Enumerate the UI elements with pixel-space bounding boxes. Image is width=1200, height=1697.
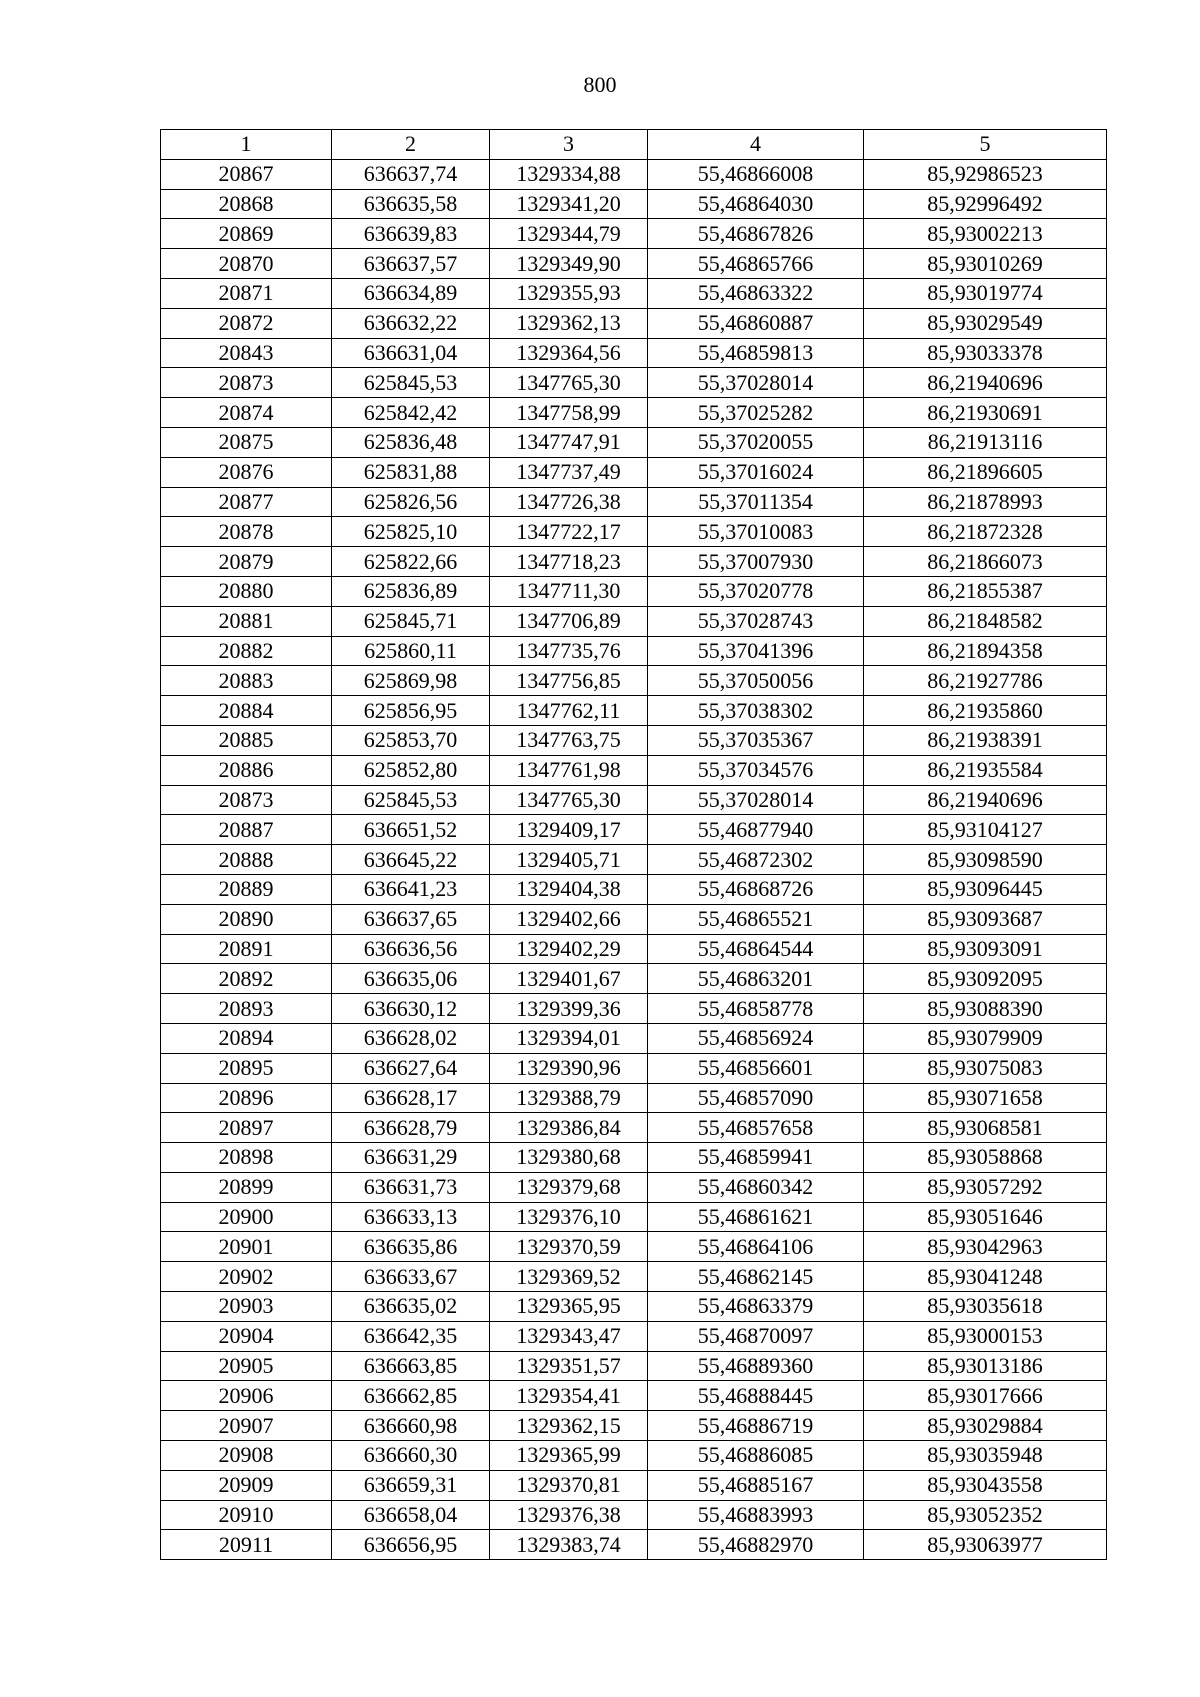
- table-row: [161, 666, 1107, 696]
- table-cell-col-1: 20898: [161, 1143, 332, 1173]
- table-cell-col-1: 20888: [161, 845, 332, 875]
- table-cell-col-1: 20877: [161, 487, 332, 517]
- table-cell-col-5: 85,93092095: [864, 964, 1107, 994]
- table-cell-col-4: 55,37011354: [648, 487, 864, 517]
- table-cell-col-5: 85,93093091: [864, 934, 1107, 964]
- table-cell-col-2: 636642,35: [332, 1321, 490, 1351]
- table-cell-col-5: 86,21848582: [864, 606, 1107, 636]
- table-cell-col-5: 85,93058868: [864, 1143, 1107, 1173]
- table-cell-col-1: 20886: [161, 755, 332, 785]
- table-cell-col-4: 55,37050056: [648, 666, 864, 696]
- table-cell-col-5: 86,21855387: [864, 576, 1107, 606]
- table-row: [161, 1143, 1107, 1173]
- column-header-2: 2: [332, 130, 490, 160]
- table-cell-col-1: 20883: [161, 666, 332, 696]
- table-cell-col-4: 55,37010083: [648, 517, 864, 547]
- table-cell-col-4: 55,37007930: [648, 547, 864, 577]
- table-cell-col-5: 86,21930691: [864, 398, 1107, 428]
- table-cell-col-2: 636627,64: [332, 1053, 490, 1083]
- table-cell-col-3: 1329365,99: [490, 1441, 648, 1471]
- table-cell-col-1: 20874: [161, 398, 332, 428]
- table-row: [161, 1500, 1107, 1530]
- table-cell-col-1: 20879: [161, 547, 332, 577]
- table-cell-col-5: 85,93019774: [864, 278, 1107, 308]
- table-cell-col-5: 85,93068581: [864, 1113, 1107, 1143]
- table-cell-col-2: 625826,56: [332, 487, 490, 517]
- table-cell-col-1: 20884: [161, 696, 332, 726]
- table-row: [161, 1441, 1107, 1471]
- table-cell-col-1: 20895: [161, 1053, 332, 1083]
- table-cell-col-1: 20868: [161, 189, 332, 219]
- table-cell-col-2: 625845,53: [332, 785, 490, 815]
- table-cell-col-4: 55,46865766: [648, 249, 864, 279]
- table-cell-col-4: 55,46863379: [648, 1292, 864, 1322]
- table-cell-col-1: 20882: [161, 636, 332, 666]
- table-cell-col-3: 1347762,11: [490, 696, 648, 726]
- table-cell-col-2: 636630,12: [332, 994, 490, 1024]
- table-cell-col-4: 55,46856601: [648, 1053, 864, 1083]
- table-cell-col-2: 625856,95: [332, 696, 490, 726]
- table-cell-col-4: 55,46861621: [648, 1202, 864, 1232]
- table-row: [161, 278, 1107, 308]
- table-row: [161, 1321, 1107, 1351]
- table-cell-col-5: 85,93029549: [864, 308, 1107, 338]
- table-row: [161, 1411, 1107, 1441]
- table-cell-col-4: 55,37034576: [648, 755, 864, 785]
- table-cell-col-4: 55,46882970: [648, 1530, 864, 1560]
- table-cell-col-4: 55,37035367: [648, 725, 864, 755]
- table-cell-col-1: 20899: [161, 1172, 332, 1202]
- table-row: [161, 815, 1107, 845]
- table-cell-col-4: 55,37028743: [648, 606, 864, 636]
- table-cell-col-4: 55,46886085: [648, 1441, 864, 1471]
- table-cell-col-5: 85,93104127: [864, 815, 1107, 845]
- table-cell-col-4: 55,46860887: [648, 308, 864, 338]
- table-cell-col-2: 636639,83: [332, 219, 490, 249]
- table-cell-col-3: 1329349,90: [490, 249, 648, 279]
- table-cell-col-3: 1329388,79: [490, 1083, 648, 1113]
- table-cell-col-2: 636632,22: [332, 308, 490, 338]
- table-cell-col-1: 20885: [161, 725, 332, 755]
- table-cell-col-3: 1329341,20: [490, 189, 648, 219]
- table-cell-col-5: 85,93093687: [864, 904, 1107, 934]
- table-cell-col-3: 1329399,36: [490, 994, 648, 1024]
- table-cell-col-2: 636637,65: [332, 904, 490, 934]
- table-cell-col-4: 55,37020055: [648, 427, 864, 457]
- table-cell-col-2: 636635,86: [332, 1232, 490, 1262]
- table-cell-col-2: 625831,88: [332, 457, 490, 487]
- table-row: [161, 1023, 1107, 1053]
- table-cell-col-2: 636633,13: [332, 1202, 490, 1232]
- table-cell-col-5: 86,21872328: [864, 517, 1107, 547]
- table-cell-col-2: 625860,11: [332, 636, 490, 666]
- table-row: [161, 219, 1107, 249]
- table-row: [161, 755, 1107, 785]
- table-cell-col-4: 55,46872302: [648, 845, 864, 875]
- table-cell-col-2: 636660,30: [332, 1441, 490, 1471]
- table-row: [161, 1202, 1107, 1232]
- table-row: [161, 994, 1107, 1024]
- table-cell-col-2: 636637,74: [332, 159, 490, 189]
- table-cell-col-4: 55,46859941: [648, 1143, 864, 1173]
- table-cell-col-3: 1347756,85: [490, 666, 648, 696]
- column-header-3: 3: [490, 130, 648, 160]
- table-cell-col-5: 86,21913116: [864, 427, 1107, 457]
- table-cell-col-5: 85,92986523: [864, 159, 1107, 189]
- table-cell-col-5: 85,92996492: [864, 189, 1107, 219]
- table-row: [161, 517, 1107, 547]
- table-cell-col-2: 636645,22: [332, 845, 490, 875]
- table-cell-col-4: 55,46866008: [648, 159, 864, 189]
- table-row: [161, 725, 1107, 755]
- table-cell-col-1: 20892: [161, 964, 332, 994]
- table-cell-col-5: 85,93033378: [864, 338, 1107, 368]
- table-cell-col-3: 1329405,71: [490, 845, 648, 875]
- table-cell-col-2: 625822,66: [332, 547, 490, 577]
- table-cell-col-2: 625852,80: [332, 755, 490, 785]
- table-row: [161, 934, 1107, 964]
- table-cell-col-5: 86,21894358: [864, 636, 1107, 666]
- table-row: [161, 1292, 1107, 1322]
- table-cell-col-4: 55,46883993: [648, 1500, 864, 1530]
- table-cell-col-5: 85,93013186: [864, 1351, 1107, 1381]
- table-cell-col-4: 55,37038302: [648, 696, 864, 726]
- table-row: [161, 159, 1107, 189]
- table-cell-col-3: 1329354,41: [490, 1381, 648, 1411]
- table-cell-col-3: 1329362,13: [490, 308, 648, 338]
- table-cell-col-5: 86,21878993: [864, 487, 1107, 517]
- table-cell-col-4: 55,46859813: [648, 338, 864, 368]
- table-row: [161, 785, 1107, 815]
- table-cell-col-2: 625869,98: [332, 666, 490, 696]
- table-cell-col-3: 1329355,93: [490, 278, 648, 308]
- table-cell-col-5: 85,93088390: [864, 994, 1107, 1024]
- table-cell-col-3: 1329402,66: [490, 904, 648, 934]
- table-cell-col-5: 85,93002213: [864, 219, 1107, 249]
- table-cell-col-2: 625836,89: [332, 576, 490, 606]
- table-cell-col-4: 55,37041396: [648, 636, 864, 666]
- table-row: [161, 576, 1107, 606]
- table-row: [161, 427, 1107, 457]
- table-cell-col-4: 55,46857090: [648, 1083, 864, 1113]
- table-row: [161, 1262, 1107, 1292]
- table-cell-col-1: 20873: [161, 785, 332, 815]
- table-cell-col-3: 1329379,68: [490, 1172, 648, 1202]
- table-row: [161, 338, 1107, 368]
- table-cell-col-1: 20890: [161, 904, 332, 934]
- table-cell-col-1: 20843: [161, 338, 332, 368]
- table-cell-col-4: 55,37028014: [648, 785, 864, 815]
- table-cell-col-5: 85,93057292: [864, 1172, 1107, 1202]
- table-cell-col-1: 20878: [161, 517, 332, 547]
- table-cell-col-3: 1329409,17: [490, 815, 648, 845]
- table-cell-col-4: 55,46864544: [648, 934, 864, 964]
- table-row: [161, 1172, 1107, 1202]
- table-cell-col-1: 20911: [161, 1530, 332, 1560]
- table-row: [161, 1083, 1107, 1113]
- table-cell-col-4: 55,46857658: [648, 1113, 864, 1143]
- table-cell-col-4: 55,46863201: [648, 964, 864, 994]
- table-cell-col-2: 636634,89: [332, 278, 490, 308]
- table-cell-col-1: 20907: [161, 1411, 332, 1441]
- table-cell-col-1: 20875: [161, 427, 332, 457]
- table-cell-col-1: 20873: [161, 368, 332, 398]
- table-row: [161, 457, 1107, 487]
- table-cell-col-1: 20871: [161, 278, 332, 308]
- table-cell-col-2: 636637,57: [332, 249, 490, 279]
- table-row: [161, 308, 1107, 338]
- table-cell-col-4: 55,46870097: [648, 1321, 864, 1351]
- table-cell-col-3: 1347765,30: [490, 368, 648, 398]
- table-cell-col-3: 1347718,23: [490, 547, 648, 577]
- table-cell-col-2: 636628,79: [332, 1113, 490, 1143]
- table-cell-col-3: 1347761,98: [490, 755, 648, 785]
- table-cell-col-1: 20893: [161, 994, 332, 1024]
- table-cell-col-5: 85,93075083: [864, 1053, 1107, 1083]
- table-row: [161, 606, 1107, 636]
- column-header-4: 4: [648, 130, 864, 160]
- table-cell-col-4: 55,37028014: [648, 368, 864, 398]
- table-cell-col-5: 85,93043558: [864, 1470, 1107, 1500]
- table-cell-col-1: 20889: [161, 874, 332, 904]
- table-cell-col-1: 20900: [161, 1202, 332, 1232]
- table-cell-col-2: 636635,02: [332, 1292, 490, 1322]
- table-cell-col-3: 1329364,56: [490, 338, 648, 368]
- table-cell-col-1: 20880: [161, 576, 332, 606]
- table-cell-col-1: 20904: [161, 1321, 332, 1351]
- table-cell-col-5: 86,21938391: [864, 725, 1107, 755]
- table-cell-col-2: 636635,06: [332, 964, 490, 994]
- table-cell-col-3: 1329386,84: [490, 1113, 648, 1143]
- table-cell-col-3: 1329334,88: [490, 159, 648, 189]
- table-cell-col-2: 636658,04: [332, 1500, 490, 1530]
- table-cell-col-3: 1329376,10: [490, 1202, 648, 1232]
- table-cell-col-4: 55,46864030: [648, 189, 864, 219]
- table-cell-col-1: 20909: [161, 1470, 332, 1500]
- table-row: [161, 368, 1107, 398]
- table-cell-col-2: 636631,29: [332, 1143, 490, 1173]
- table-cell-col-3: 1347765,30: [490, 785, 648, 815]
- table-row: [161, 874, 1107, 904]
- table-cell-col-3: 1347706,89: [490, 606, 648, 636]
- table-cell-col-5: 85,93051646: [864, 1202, 1107, 1232]
- table-cell-col-3: 1329365,95: [490, 1292, 648, 1322]
- table-row: [161, 636, 1107, 666]
- table-cell-col-1: 20872: [161, 308, 332, 338]
- table-cell-col-1: 20867: [161, 159, 332, 189]
- table-row: [161, 1381, 1107, 1411]
- table-cell-col-2: 636628,17: [332, 1083, 490, 1113]
- table-cell-col-3: 1329404,38: [490, 874, 648, 904]
- table-cell-col-1: 20910: [161, 1500, 332, 1530]
- table-cell-col-2: 625842,42: [332, 398, 490, 428]
- table-cell-col-2: 636635,58: [332, 189, 490, 219]
- table-cell-col-5: 85,93096445: [864, 874, 1107, 904]
- table-cell-col-1: 20906: [161, 1381, 332, 1411]
- table-cell-col-4: 55,46886719: [648, 1411, 864, 1441]
- table-cell-col-4: 55,46889360: [648, 1351, 864, 1381]
- table-cell-col-4: 55,46860342: [648, 1172, 864, 1202]
- table-cell-col-4: 55,46865521: [648, 904, 864, 934]
- table-cell-col-3: 1329369,52: [490, 1262, 648, 1292]
- table-cell-col-3: 1329376,38: [490, 1500, 648, 1530]
- table-cell-col-1: 20869: [161, 219, 332, 249]
- table-cell-col-5: 86,21940696: [864, 785, 1107, 815]
- table-cell-col-3: 1347763,75: [490, 725, 648, 755]
- table-row: [161, 249, 1107, 279]
- table-cell-col-3: 1347722,17: [490, 517, 648, 547]
- table-cell-col-1: 20894: [161, 1023, 332, 1053]
- table-cell-col-2: 625845,71: [332, 606, 490, 636]
- table-row: [161, 1530, 1107, 1560]
- table-cell-col-3: 1329394,01: [490, 1023, 648, 1053]
- table-cell-col-1: 20876: [161, 457, 332, 487]
- table-cell-col-2: 636636,56: [332, 934, 490, 964]
- table-header: [161, 130, 1107, 160]
- table-row: [161, 904, 1107, 934]
- table-cell-col-5: 86,21935860: [864, 696, 1107, 726]
- table-cell-col-5: 85,93063977: [864, 1530, 1107, 1560]
- table-cell-col-5: 85,93041248: [864, 1262, 1107, 1292]
- table-cell-col-5: 85,93035618: [864, 1292, 1107, 1322]
- table-cell-col-1: 20896: [161, 1083, 332, 1113]
- table-cell-col-3: 1329380,68: [490, 1143, 648, 1173]
- table-cell-col-5: 85,93000153: [864, 1321, 1107, 1351]
- table-cell-col-4: 55,46864106: [648, 1232, 864, 1262]
- table-cell-col-3: 1329390,96: [490, 1053, 648, 1083]
- table-cell-col-3: 1329351,57: [490, 1351, 648, 1381]
- table-row: [161, 1232, 1107, 1262]
- table-row: [161, 696, 1107, 726]
- table-cell-col-3: 1347737,49: [490, 457, 648, 487]
- table-cell-col-5: 85,93035948: [864, 1441, 1107, 1471]
- header-row: [161, 130, 1107, 160]
- table-cell-col-4: 55,46856924: [648, 1023, 864, 1053]
- table-cell-col-2: 636663,85: [332, 1351, 490, 1381]
- coordinates-table: [160, 129, 1107, 1560]
- table-cell-col-5: 85,93071658: [864, 1083, 1107, 1113]
- table-cell-col-4: 55,46888445: [648, 1381, 864, 1411]
- table-cell-col-3: 1329370,81: [490, 1470, 648, 1500]
- table-cell-col-4: 55,46858778: [648, 994, 864, 1024]
- table-cell-col-2: 636631,73: [332, 1172, 490, 1202]
- table-row: [161, 547, 1107, 577]
- table-cell-col-1: 20870: [161, 249, 332, 279]
- table-cell-col-2: 625825,10: [332, 517, 490, 547]
- table-cell-col-4: 55,46885167: [648, 1470, 864, 1500]
- table-cell-col-5: 85,93042963: [864, 1232, 1107, 1262]
- table-cell-col-3: 1329343,47: [490, 1321, 648, 1351]
- table-cell-col-5: 86,21940696: [864, 368, 1107, 398]
- table-cell-col-2: 636659,31: [332, 1470, 490, 1500]
- table-cell-col-1: 20903: [161, 1292, 332, 1322]
- table-cell-col-2: 625845,53: [332, 368, 490, 398]
- table-cell-col-2: 636633,67: [332, 1262, 490, 1292]
- table-cell-col-1: 20901: [161, 1232, 332, 1262]
- table-row: [161, 1113, 1107, 1143]
- table-body: [161, 159, 1107, 1559]
- table-cell-col-4: 55,46877940: [648, 815, 864, 845]
- table-cell-col-3: 1329344,79: [490, 219, 648, 249]
- table-cell-col-4: 55,46863322: [648, 278, 864, 308]
- column-header-5: 5: [864, 130, 1107, 160]
- table-row: [161, 487, 1107, 517]
- table-cell-col-3: 1347758,99: [490, 398, 648, 428]
- table-cell-col-4: 55,37025282: [648, 398, 864, 428]
- page-number: 800: [583, 72, 617, 97]
- table-cell-col-2: 636628,02: [332, 1023, 490, 1053]
- table-cell-col-3: 1329370,59: [490, 1232, 648, 1262]
- table-row: [161, 398, 1107, 428]
- table-cell-col-3: 1329401,67: [490, 964, 648, 994]
- table-cell-col-3: 1347711,30: [490, 576, 648, 606]
- table-cell-col-5: 85,93010269: [864, 249, 1107, 279]
- table-cell-col-1: 20881: [161, 606, 332, 636]
- table-cell-col-3: 1329383,74: [490, 1530, 648, 1560]
- table-cell-col-5: 85,93052352: [864, 1500, 1107, 1530]
- table-cell-col-5: 86,21935584: [864, 755, 1107, 785]
- table-cell-col-3: 1347726,38: [490, 487, 648, 517]
- table-cell-col-4: 55,46862145: [648, 1262, 864, 1292]
- table-cell-col-4: 55,46867826: [648, 219, 864, 249]
- table-row: [161, 845, 1107, 875]
- table-cell-col-1: 20902: [161, 1262, 332, 1292]
- table-cell-col-5: 85,93079909: [864, 1023, 1107, 1053]
- table-cell-col-2: 636651,52: [332, 815, 490, 845]
- table-cell-col-4: 55,37016024: [648, 457, 864, 487]
- table-cell-col-5: 85,93029884: [864, 1411, 1107, 1441]
- table-cell-col-2: 636656,95: [332, 1530, 490, 1560]
- table-cell-col-3: 1347747,91: [490, 427, 648, 457]
- table-cell-col-4: 55,46868726: [648, 874, 864, 904]
- table-cell-col-4: 55,37020778: [648, 576, 864, 606]
- table-cell-col-3: 1329362,15: [490, 1411, 648, 1441]
- table-cell-col-2: 636662,85: [332, 1381, 490, 1411]
- table-cell-col-2: 625836,48: [332, 427, 490, 457]
- table-cell-col-5: 86,21896605: [864, 457, 1107, 487]
- table-cell-col-2: 636631,04: [332, 338, 490, 368]
- column-header-1: 1: [161, 130, 332, 160]
- table-cell-col-2: 636660,98: [332, 1411, 490, 1441]
- table-cell-col-3: 1347735,76: [490, 636, 648, 666]
- table-cell-col-1: 20891: [161, 934, 332, 964]
- table-row: [161, 1351, 1107, 1381]
- table-cell-col-1: 20897: [161, 1113, 332, 1143]
- table-row: [161, 189, 1107, 219]
- table-cell-col-5: 85,93017666: [864, 1381, 1107, 1411]
- table-cell-col-1: 20905: [161, 1351, 332, 1381]
- table-cell-col-5: 85,93098590: [864, 845, 1107, 875]
- table-cell-col-5: 86,21927786: [864, 666, 1107, 696]
- table-cell-col-2: 625853,70: [332, 725, 490, 755]
- table-cell-col-5: 86,21866073: [864, 547, 1107, 577]
- table-row: [161, 1470, 1107, 1500]
- table-cell-col-1: 20887: [161, 815, 332, 845]
- table-row: [161, 1053, 1107, 1083]
- table-row: [161, 964, 1107, 994]
- table-cell-col-3: 1329402,29: [490, 934, 648, 964]
- table-cell-col-2: 636641,23: [332, 874, 490, 904]
- table-cell-col-1: 20908: [161, 1441, 332, 1471]
